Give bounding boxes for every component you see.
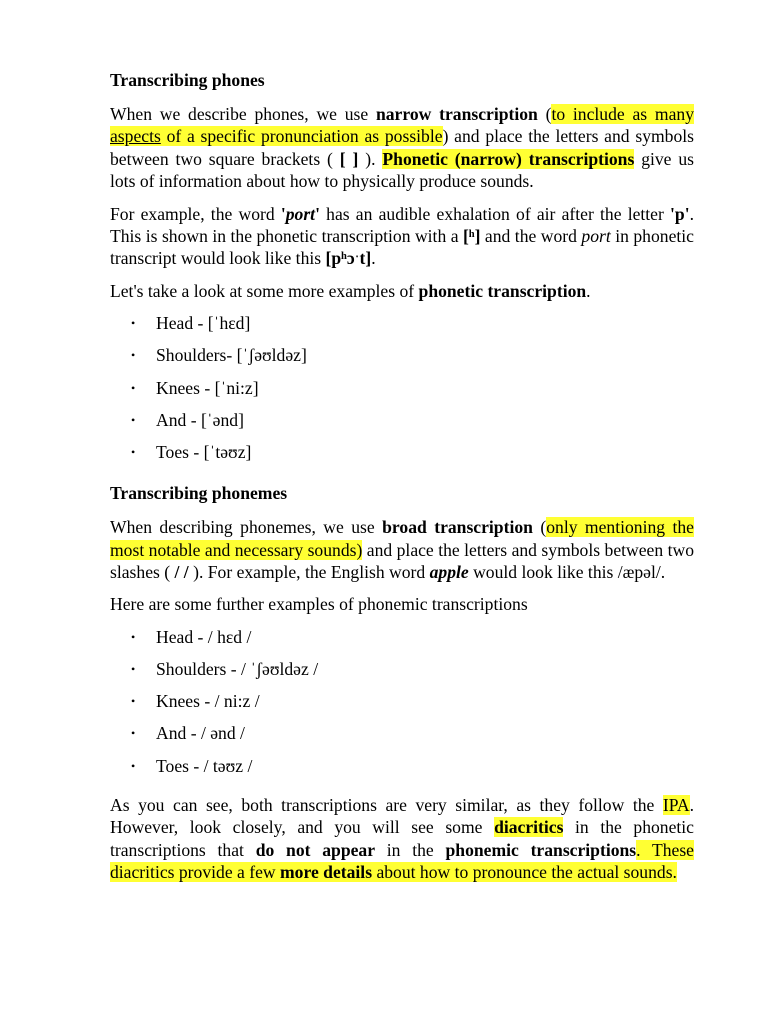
phonemes-paragraph-3: As you can see, both transcriptions are very similar, as they follow the IPA. However, look closely, and you will see some diacritics in the phonetic transcriptions that do not appear in the phonemic transcriptions. These diacritics provide a few more details about how to pronounce the actual sounds. xyxy=(110,794,694,882)
list-item: • Shoulders- [ˈʃəʊldəz] xyxy=(110,344,694,376)
phones-paragraph-1: When we describe phones, we use narrow transcription (to include as many aspects of a specific pronunciation as possible) and place the letters and symbols between two square brackets ( [ ] ). Phonetic (narrow) transcriptions give us lots of information about how to physically produce sounds. xyxy=(110,104,695,192)
list-item: • Toes - [ˈtəʊz] xyxy=(110,441,694,473)
phones-paragraph-2: For example, the word 'port' has an audible exhalation of air after the letter 'p'. This is shown in the phonetic transcription with a [ʰ] and the word port in phonetic transcript would look like this [pʰɔˑt]. xyxy=(110,203,694,269)
list-item: • Toes - / təʊz / xyxy=(110,755,694,787)
phonetic-examples-list xyxy=(110,312,694,473)
list-item: • And - [ˈənd] xyxy=(110,409,694,441)
list-item: • Knees - / ni:z / xyxy=(110,690,694,722)
phonemic-examples-list xyxy=(110,626,694,787)
phones-paragraph-3: Let's take a look at some more examples of phonetic transcription. xyxy=(110,280,591,301)
section-heading-phonemes: Transcribing phonemes xyxy=(110,483,288,504)
phonemes-paragraph-1: When describing phonemes, we use broad transcription (only mentioning the most notable and necessary sounds) and place the letters and symbols between two slashes ( / / ). For example, the English word apple would look like this /æpəl/. xyxy=(110,517,694,582)
list-item: • And - / ənd / xyxy=(110,722,694,754)
section-heading-phones: Transcribing phones xyxy=(110,70,265,90)
phonemes-paragraph-2: Here are some further examples of phonemic transcriptions xyxy=(110,594,528,615)
list-item: • Head - [ˈhɛd] xyxy=(110,312,694,344)
document-page xyxy=(110,67,694,893)
list-item: • Shoulders - / ˈʃəʊldəz / xyxy=(110,658,694,690)
list-item: • Knees - [ˈni:z] xyxy=(110,377,694,409)
list-item: • Head - / hɛd / xyxy=(110,626,694,658)
